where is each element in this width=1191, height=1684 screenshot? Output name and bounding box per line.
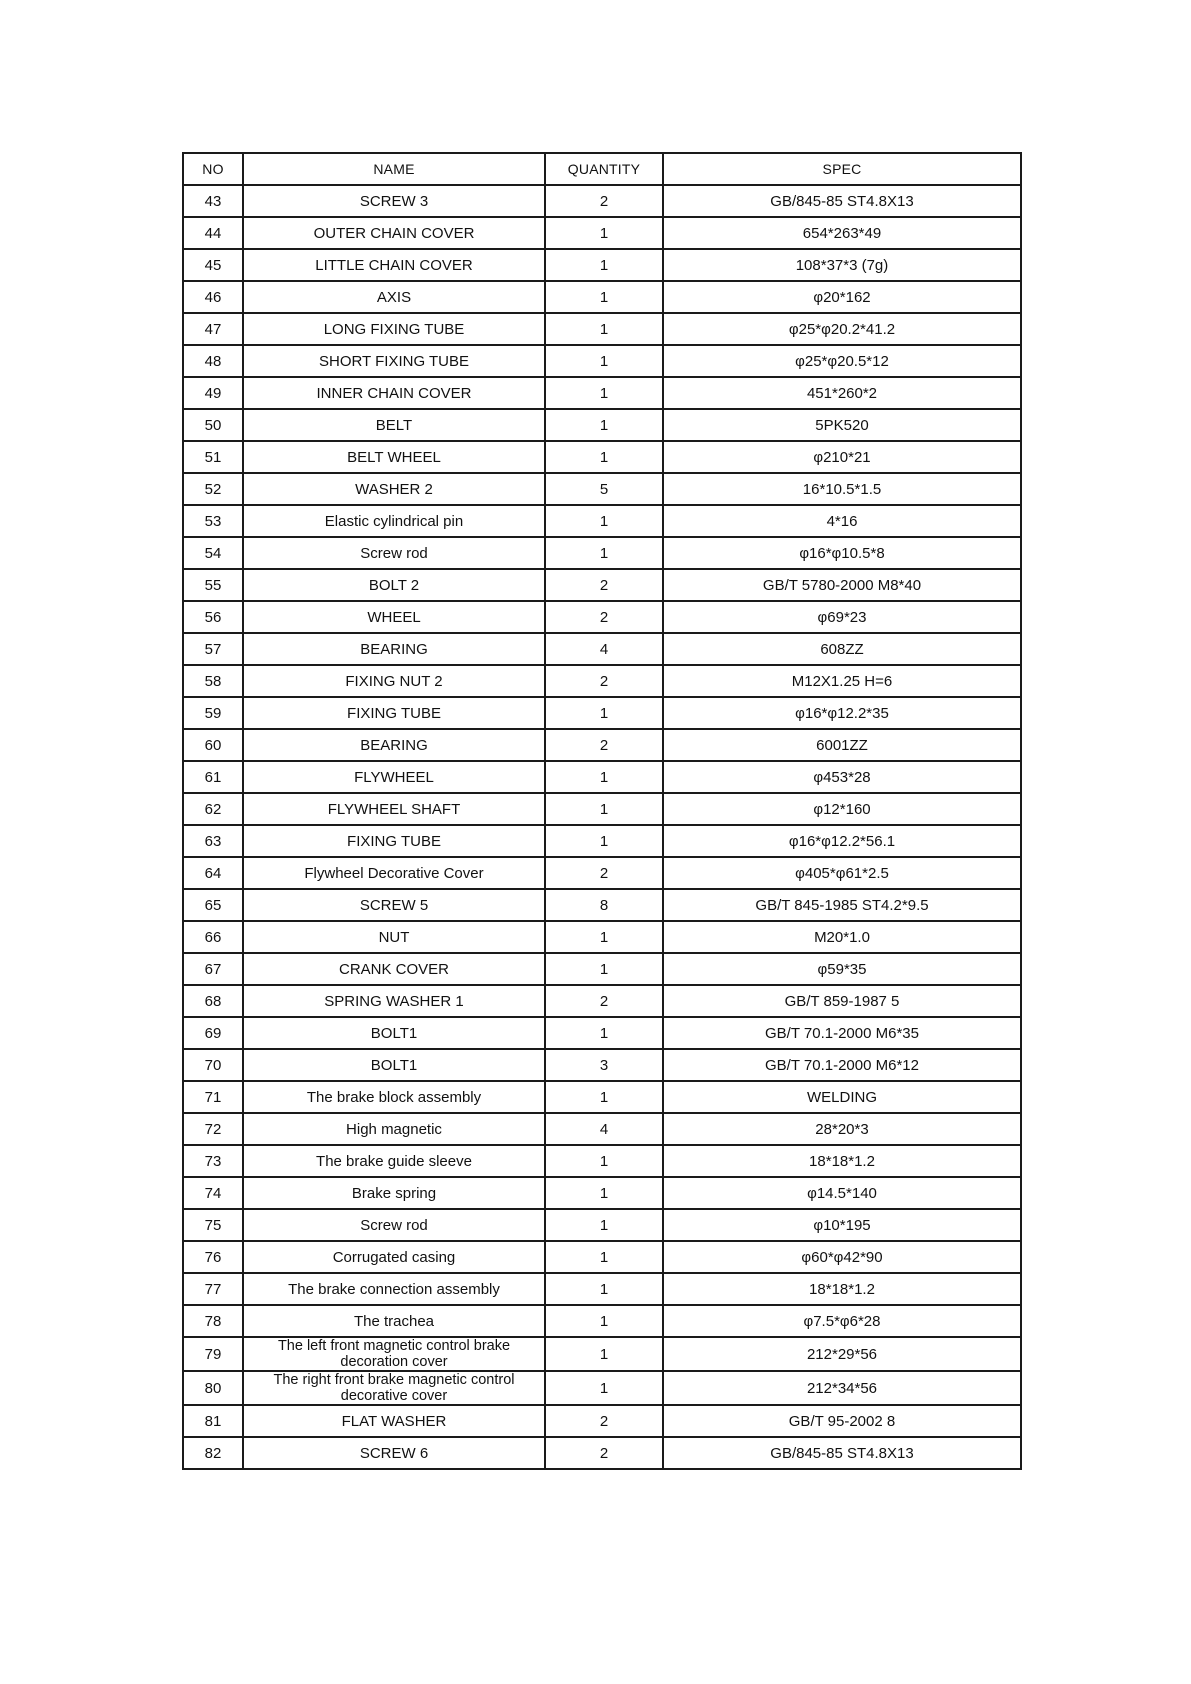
cell-name: Flywheel Decorative Cover [243, 857, 545, 889]
header-row [183, 153, 1021, 185]
cell-no: 74 [183, 1177, 243, 1209]
cell-name: BOLT1 [243, 1049, 545, 1081]
cell-spec: φ16*φ12.2*35 [663, 697, 1021, 729]
cell-spec: WELDING [663, 1081, 1021, 1113]
cell-name: BELT WHEEL [243, 441, 545, 473]
cell-quantity: 1 [545, 1273, 663, 1305]
cell-spec: φ16*φ10.5*8 [663, 537, 1021, 569]
cell-quantity: 8 [545, 889, 663, 921]
cell-quantity: 2 [545, 665, 663, 697]
cell-name: FLYWHEEL SHAFT [243, 793, 545, 825]
table-row [183, 985, 1021, 1017]
cell-spec: 4*16 [663, 505, 1021, 537]
cell-quantity: 1 [545, 505, 663, 537]
cell-spec: GB/845-85 ST4.8X13 [663, 185, 1021, 217]
table-row [183, 505, 1021, 537]
cell-quantity: 2 [545, 1405, 663, 1437]
cell-no: 75 [183, 1209, 243, 1241]
cell-name: SCREW 3 [243, 185, 545, 217]
cell-spec: 5PK520 [663, 409, 1021, 441]
table-row [183, 569, 1021, 601]
table-row [183, 537, 1021, 569]
cell-quantity: 1 [545, 1145, 663, 1177]
cell-spec: φ12*160 [663, 793, 1021, 825]
cell-quantity: 2 [545, 985, 663, 1017]
cell-name: The trachea [243, 1305, 545, 1337]
cell-spec: GB/T 70.1-2000 M6*35 [663, 1017, 1021, 1049]
cell-name: SCREW 5 [243, 889, 545, 921]
table-row [183, 441, 1021, 473]
table-row [183, 729, 1021, 761]
cell-quantity: 1 [545, 377, 663, 409]
cell-spec: GB/T 70.1-2000 M6*12 [663, 1049, 1021, 1081]
cell-spec: φ14.5*140 [663, 1177, 1021, 1209]
table-row [183, 633, 1021, 665]
table-row [183, 185, 1021, 217]
cell-no: 80 [183, 1371, 243, 1405]
cell-name: BOLT1 [243, 1017, 545, 1049]
cell-quantity: 1 [545, 921, 663, 953]
cell-name: BEARING [243, 633, 545, 665]
cell-quantity: 1 [545, 249, 663, 281]
cell-spec: 16*10.5*1.5 [663, 473, 1021, 505]
cell-spec: φ10*195 [663, 1209, 1021, 1241]
cell-spec: φ59*35 [663, 953, 1021, 985]
cell-name: FIXING NUT 2 [243, 665, 545, 697]
table-body [183, 185, 1021, 1469]
cell-quantity: 2 [545, 569, 663, 601]
cell-no: 52 [183, 473, 243, 505]
cell-spec: GB/T 845-1985 ST4.2*9.5 [663, 889, 1021, 921]
cell-no: 54 [183, 537, 243, 569]
cell-spec: 28*20*3 [663, 1113, 1021, 1145]
cell-no: 51 [183, 441, 243, 473]
cell-quantity: 2 [545, 857, 663, 889]
cell-no: 46 [183, 281, 243, 313]
cell-quantity: 1 [545, 537, 663, 569]
cell-quantity: 5 [545, 473, 663, 505]
table-row [183, 1437, 1021, 1469]
header-name: NAME [243, 153, 545, 185]
cell-spec: 654*263*49 [663, 217, 1021, 249]
cell-spec: 18*18*1.2 [663, 1145, 1021, 1177]
cell-spec: GB/T 859-1987 5 [663, 985, 1021, 1017]
cell-spec: φ16*φ12.2*56.1 [663, 825, 1021, 857]
table-row [183, 313, 1021, 345]
table-row [183, 1337, 1021, 1371]
cell-no: 45 [183, 249, 243, 281]
cell-name: Screw rod [243, 537, 545, 569]
cell-quantity: 1 [545, 217, 663, 249]
cell-name: SCREW 6 [243, 1437, 545, 1469]
cell-spec: GB/T 5780-2000 M8*40 [663, 569, 1021, 601]
table-row [183, 281, 1021, 313]
cell-name: BOLT 2 [243, 569, 545, 601]
cell-quantity: 1 [545, 697, 663, 729]
cell-name: The brake block assembly [243, 1081, 545, 1113]
cell-no: 62 [183, 793, 243, 825]
cell-spec: φ210*21 [663, 441, 1021, 473]
cell-no: 65 [183, 889, 243, 921]
cell-no: 64 [183, 857, 243, 889]
cell-quantity: 1 [545, 281, 663, 313]
cell-no: 48 [183, 345, 243, 377]
cell-quantity: 2 [545, 729, 663, 761]
parts-table [182, 152, 1022, 1470]
cell-no: 67 [183, 953, 243, 985]
cell-quantity: 3 [545, 1049, 663, 1081]
cell-no: 43 [183, 185, 243, 217]
cell-name: Screw rod [243, 1209, 545, 1241]
cell-quantity: 1 [545, 1081, 663, 1113]
cell-no: 73 [183, 1145, 243, 1177]
cell-spec: GB/T 95-2002 8 [663, 1405, 1021, 1437]
cell-spec: φ60*φ42*90 [663, 1241, 1021, 1273]
cell-quantity: 1 [545, 345, 663, 377]
cell-no: 71 [183, 1081, 243, 1113]
cell-name: The brake guide sleeve [243, 1145, 545, 1177]
cell-name: Elastic cylindrical pin [243, 505, 545, 537]
cell-name: FIXING TUBE [243, 697, 545, 729]
cell-name: The left front magnetic control brake decoration cover [243, 1337, 545, 1371]
table-row [183, 601, 1021, 633]
cell-name: WASHER 2 [243, 473, 545, 505]
table-row [183, 1241, 1021, 1273]
cell-spec: M20*1.0 [663, 921, 1021, 953]
cell-quantity: 1 [545, 1371, 663, 1405]
cell-quantity: 1 [545, 825, 663, 857]
table-row [183, 1017, 1021, 1049]
cell-quantity: 1 [545, 953, 663, 985]
cell-quantity: 1 [545, 409, 663, 441]
cell-name: OUTER CHAIN COVER [243, 217, 545, 249]
cell-no: 76 [183, 1241, 243, 1273]
cell-quantity: 1 [545, 761, 663, 793]
cell-name: Corrugated casing [243, 1241, 545, 1273]
table-row [183, 921, 1021, 953]
cell-no: 47 [183, 313, 243, 345]
table-row [183, 697, 1021, 729]
table-row [183, 1305, 1021, 1337]
table-row [183, 1049, 1021, 1081]
cell-quantity: 1 [545, 1177, 663, 1209]
cell-name: BELT [243, 409, 545, 441]
table-row [183, 1177, 1021, 1209]
cell-spec: φ7.5*φ6*28 [663, 1305, 1021, 1337]
cell-spec: 451*260*2 [663, 377, 1021, 409]
cell-name: LITTLE CHAIN COVER [243, 249, 545, 281]
cell-spec: 108*37*3 (7g) [663, 249, 1021, 281]
cell-name: NUT [243, 921, 545, 953]
cell-spec: M12X1.25 H=6 [663, 665, 1021, 697]
cell-name: SHORT FIXING TUBE [243, 345, 545, 377]
table-row [183, 249, 1021, 281]
header-quantity: QUANTITY [545, 153, 663, 185]
table-row [183, 1113, 1021, 1145]
cell-quantity: 1 [545, 1337, 663, 1371]
table-row [183, 793, 1021, 825]
cell-spec: 6001ZZ [663, 729, 1021, 761]
table-row [183, 1081, 1021, 1113]
cell-quantity: 4 [545, 1113, 663, 1145]
table-row [183, 377, 1021, 409]
cell-no: 72 [183, 1113, 243, 1145]
cell-no: 56 [183, 601, 243, 633]
table-row [183, 217, 1021, 249]
cell-name: INNER CHAIN COVER [243, 377, 545, 409]
cell-no: 61 [183, 761, 243, 793]
cell-spec: 608ZZ [663, 633, 1021, 665]
cell-spec: φ405*φ61*2.5 [663, 857, 1021, 889]
cell-quantity: 2 [545, 185, 663, 217]
header-no: NO [183, 153, 243, 185]
cell-spec: 18*18*1.2 [663, 1273, 1021, 1305]
cell-name: FIXING TUBE [243, 825, 545, 857]
cell-quantity: 1 [545, 313, 663, 345]
cell-quantity: 1 [545, 1017, 663, 1049]
cell-no: 59 [183, 697, 243, 729]
table-row [183, 1209, 1021, 1241]
table-row [183, 665, 1021, 697]
cell-spec: 212*34*56 [663, 1371, 1021, 1405]
cell-spec: φ25*φ20.2*41.2 [663, 313, 1021, 345]
table-row [183, 473, 1021, 505]
cell-no: 70 [183, 1049, 243, 1081]
table-row [183, 1145, 1021, 1177]
cell-name: FLAT WASHER [243, 1405, 545, 1437]
table-row [183, 857, 1021, 889]
cell-no: 50 [183, 409, 243, 441]
table-row [183, 409, 1021, 441]
cell-quantity: 1 [545, 441, 663, 473]
cell-no: 66 [183, 921, 243, 953]
cell-no: 79 [183, 1337, 243, 1371]
cell-spec: 212*29*56 [663, 1337, 1021, 1371]
cell-name: Brake spring [243, 1177, 545, 1209]
header-spec: SPEC [663, 153, 1021, 185]
cell-name: SPRING WASHER 1 [243, 985, 545, 1017]
cell-no: 81 [183, 1405, 243, 1437]
cell-no: 53 [183, 505, 243, 537]
cell-spec: φ25*φ20.5*12 [663, 345, 1021, 377]
cell-no: 44 [183, 217, 243, 249]
cell-no: 57 [183, 633, 243, 665]
cell-quantity: 1 [545, 1241, 663, 1273]
cell-no: 58 [183, 665, 243, 697]
cell-no: 78 [183, 1305, 243, 1337]
cell-no: 69 [183, 1017, 243, 1049]
cell-name: The right front brake magnetic control decorative cover [243, 1371, 545, 1405]
cell-no: 68 [183, 985, 243, 1017]
cell-spec: φ69*23 [663, 601, 1021, 633]
cell-spec: GB/845-85 ST4.8X13 [663, 1437, 1021, 1469]
cell-name: LONG FIXING TUBE [243, 313, 545, 345]
table-row [183, 1405, 1021, 1437]
cell-no: 55 [183, 569, 243, 601]
cell-no: 49 [183, 377, 243, 409]
cell-name: WHEEL [243, 601, 545, 633]
cell-no: 63 [183, 825, 243, 857]
table-row [183, 345, 1021, 377]
cell-quantity: 4 [545, 633, 663, 665]
cell-name: CRANK COVER [243, 953, 545, 985]
cell-name: BEARING [243, 729, 545, 761]
cell-name: The brake connection assembly [243, 1273, 545, 1305]
cell-no: 60 [183, 729, 243, 761]
table-row [183, 953, 1021, 985]
cell-quantity: 2 [545, 601, 663, 633]
table-row [183, 1273, 1021, 1305]
cell-quantity: 1 [545, 793, 663, 825]
table-header [183, 153, 1021, 185]
table-row [183, 1371, 1021, 1405]
table-row [183, 825, 1021, 857]
cell-quantity: 2 [545, 1437, 663, 1469]
cell-name: FLYWHEEL [243, 761, 545, 793]
cell-name: High magnetic [243, 1113, 545, 1145]
cell-quantity: 1 [545, 1305, 663, 1337]
cell-spec: φ453*28 [663, 761, 1021, 793]
cell-no: 77 [183, 1273, 243, 1305]
table-row [183, 761, 1021, 793]
cell-no: 82 [183, 1437, 243, 1469]
cell-quantity: 1 [545, 1209, 663, 1241]
cell-name: AXIS [243, 281, 545, 313]
cell-spec: φ20*162 [663, 281, 1021, 313]
table-row [183, 889, 1021, 921]
